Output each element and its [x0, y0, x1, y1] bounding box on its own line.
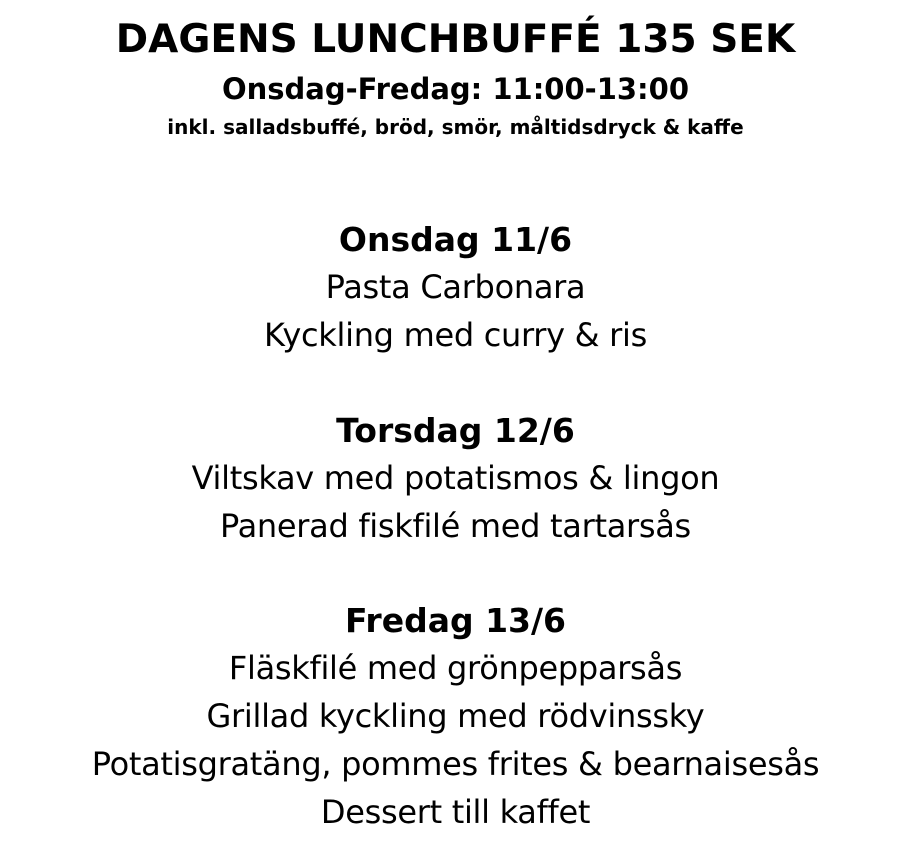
- day-wednesday: [0, 217, 911, 359]
- menu-title: DAGENS LUNCHBUFFÉ 135 SEK: [115, 17, 796, 62]
- day-friday: [0, 598, 911, 836]
- dish-item: Potatisgratäng, pommes frites & bearnaisesås: [91, 745, 820, 783]
- dish-item: Panerad fiskfilé med tartarsås: [220, 507, 691, 545]
- opening-hours: Onsdag-Fredag: 11:00-13:00: [221, 72, 690, 106]
- day-title: Fredag 13/6: [344, 601, 567, 640]
- dish-item: Dessert till kaffet: [320, 793, 591, 831]
- dish-item: Grillad kyckling med rödvinssky: [206, 697, 705, 735]
- dish-item: Fläskfilé med grönpepparsås: [228, 649, 683, 687]
- included-items: inkl. salladsbuffé, bröd, smör, måltidsdryck & kaffe: [167, 115, 744, 139]
- dish-item: Viltskav med potatismos & lingon: [191, 459, 720, 497]
- day-title: Torsdag 12/6: [336, 411, 575, 450]
- dish-item: Pasta Carbonara: [325, 268, 586, 306]
- day-title: Onsdag 11/6: [338, 220, 573, 259]
- dish-item: Kyckling med curry & ris: [264, 316, 647, 354]
- day-thursday: [0, 408, 911, 550]
